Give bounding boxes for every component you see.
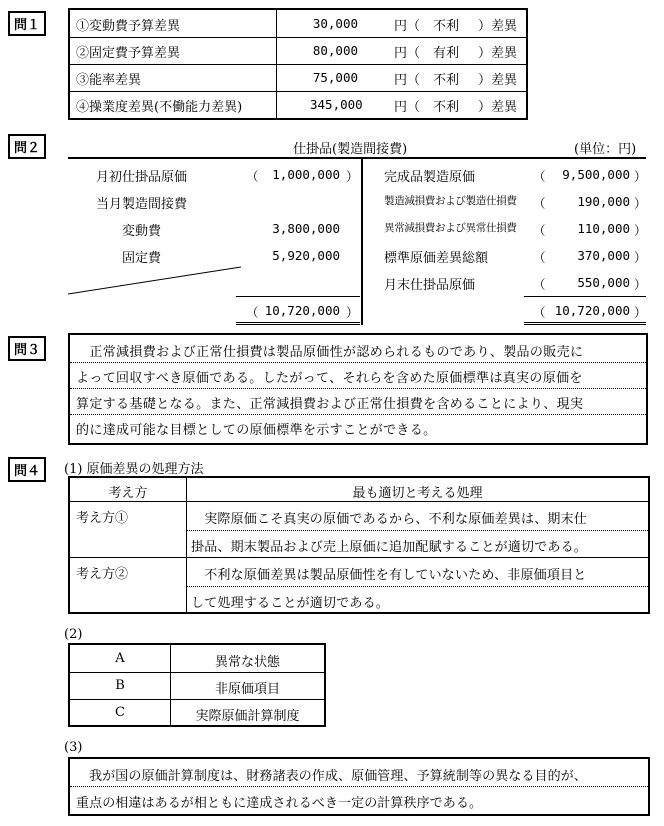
credit-item-label: 異常減損費および異常仕損費 bbox=[384, 222, 517, 234]
variable-cost-amount: 3,800,000 bbox=[272, 221, 340, 236]
method-ruled-line bbox=[187, 586, 648, 587]
credit-total-double-rule bbox=[524, 322, 646, 325]
credit-item-label: 完成品製造原価 bbox=[384, 170, 476, 185]
q4-part3-title: (3) bbox=[64, 740, 83, 755]
credit-item-label: 製造減損費および製造仕損費 bbox=[384, 195, 517, 207]
credit-item-amount: 190,000 bbox=[577, 194, 630, 209]
method-name: 考え方① bbox=[76, 511, 129, 526]
debit-total-amount: 10,720,000 bbox=[264, 303, 340, 318]
open-paren: （ bbox=[246, 169, 259, 184]
q1-amount: 80,000 bbox=[312, 43, 358, 58]
q4-p3-answer-line: 重点の相違はあるが相ともに達成されるべき一定の計算秩序である。 bbox=[76, 796, 483, 811]
q4-part2-title: (2) bbox=[64, 627, 83, 642]
close-paren: ） bbox=[634, 250, 647, 265]
credit-item-label: 標準原価差異総額 bbox=[384, 251, 489, 266]
close-paren: ） bbox=[634, 223, 647, 238]
close-paren: ） bbox=[634, 169, 647, 184]
q3-answer-box bbox=[68, 333, 648, 445]
q1-table bbox=[68, 8, 528, 120]
q1-suffix: ）差異 bbox=[478, 73, 518, 88]
variable-cost-label: 変動費 bbox=[122, 224, 162, 239]
q1-row-divider bbox=[70, 64, 526, 65]
credit-total-rule bbox=[524, 296, 646, 297]
ledger-top-rule bbox=[68, 157, 646, 159]
method-header-left: 考え方 bbox=[108, 486, 148, 501]
q1-result: 不利 bbox=[432, 100, 459, 115]
q1-unit: 円（ bbox=[394, 73, 421, 88]
q1-amount: 345,000 bbox=[310, 97, 363, 112]
credit-item-label: 月末仕掛品原価 bbox=[384, 278, 476, 293]
term-key: B bbox=[115, 678, 125, 693]
q1-item-label: ④操業度差異(不働能力差異) bbox=[76, 100, 243, 115]
credit-total-amount: 10,720,000 bbox=[554, 303, 630, 318]
q3-ruled-line bbox=[70, 362, 646, 363]
ledger-title: 仕掛品(製造間接費) bbox=[293, 142, 408, 157]
q1-unit: 円（ bbox=[394, 46, 421, 61]
credit-item-amount: 370,000 bbox=[577, 248, 630, 263]
q1-row-divider bbox=[70, 91, 526, 92]
q1-item-label: ②固定費予算差異 bbox=[76, 46, 181, 61]
fixed-cost-label: 固定費 bbox=[122, 251, 162, 266]
method-name: 考え方② bbox=[76, 567, 129, 582]
open-paren: （ bbox=[533, 196, 546, 211]
q1-result: 不利 bbox=[432, 73, 459, 88]
q4-method-table bbox=[68, 476, 650, 614]
q4-part3-answer-box bbox=[68, 757, 650, 816]
q1-result: 不利 bbox=[432, 19, 459, 34]
q3-answer-line: 算定する基礎となる。また、正常減損費および正常仕損費を含めることにより、現実 bbox=[76, 397, 584, 412]
q3-answer-line: 的に達成可能な目標としての原価標準を示すことができる。 bbox=[76, 423, 437, 438]
q1-suffix: ）差異 bbox=[478, 46, 518, 61]
q1-suffix: ）差異 bbox=[478, 100, 518, 115]
q3-label: 問３ bbox=[8, 336, 46, 361]
q1-unit: 円（ bbox=[394, 19, 421, 34]
q3-ruled-line bbox=[70, 388, 646, 389]
term-key: C bbox=[115, 705, 125, 720]
debit-total-rule bbox=[236, 296, 360, 297]
q4-label: 問４ bbox=[8, 457, 46, 482]
q3-answer-line: よって回収すべき原価である。したがって、それらを含めた原価標準は真実の原価を bbox=[76, 371, 583, 386]
method-text-line: 掛品、期末製品および売上原価に追加配賦することが適切である。 bbox=[191, 540, 588, 555]
open-paren: （ bbox=[533, 250, 546, 265]
q1-amount: 30,000 bbox=[312, 16, 358, 31]
balance-slash-line bbox=[68, 265, 243, 295]
fixed-cost-amount: 5,920,000 bbox=[272, 248, 340, 263]
q4-p3-ruled-line bbox=[70, 786, 648, 787]
term-value: 非原価項目 bbox=[214, 682, 280, 697]
q1-amount: 75,000 bbox=[312, 70, 358, 85]
credit-item-amount: 110,000 bbox=[577, 221, 630, 236]
close-paren: ） bbox=[346, 169, 359, 184]
current-overhead-label: 当月製造間接費 bbox=[96, 197, 188, 212]
term-value: 実際原価計算制度 bbox=[195, 709, 300, 724]
q1-suffix: ）差異 bbox=[478, 19, 518, 34]
method-ruled-line bbox=[187, 530, 648, 531]
q1-item-label: ③能率差異 bbox=[76, 73, 142, 88]
opening-wip-amount: 1,000,000 bbox=[272, 167, 340, 182]
q1-column-divider bbox=[276, 10, 277, 118]
credit-item-amount: 550,000 bbox=[577, 275, 630, 290]
close-paren: ） bbox=[634, 196, 647, 211]
open-paren: （ bbox=[533, 223, 546, 238]
q1-row-divider bbox=[70, 37, 526, 38]
opening-wip-label: 月初仕掛品原価 bbox=[96, 170, 188, 185]
open-paren: （ bbox=[533, 169, 546, 184]
q1-result: 有利 bbox=[432, 46, 459, 61]
q3-answer-line: 正常減損費および正常仕損費は製品原価性が認められるものであり、製品の販売に bbox=[76, 345, 584, 360]
credit-item-amount: 9,500,000 bbox=[562, 167, 630, 182]
q2-label: 問２ bbox=[8, 134, 46, 159]
term-key: A bbox=[115, 651, 125, 666]
method-text-line: 不利な原価差異は製品原価性を有していないため、非原価項目と bbox=[191, 568, 587, 583]
close-paren: ） bbox=[634, 277, 647, 292]
q1-label: 問１ bbox=[8, 11, 46, 36]
unit-note: (単位：円) bbox=[574, 142, 637, 157]
method-text-line: して処理することが適切である。 bbox=[191, 596, 390, 611]
ledger-center-rule bbox=[361, 157, 363, 325]
open-paren: （ bbox=[246, 305, 259, 320]
q1-unit: 円（ bbox=[394, 100, 421, 115]
q4-part1-title: (1) 原価差異の処理方法 bbox=[64, 462, 204, 477]
q4-term-table bbox=[68, 643, 326, 727]
method-text-line: 実際原価こそ真実の原価であるから、不利な原価差異は、期末仕 bbox=[191, 512, 588, 527]
open-paren: （ bbox=[533, 305, 546, 320]
debit-total-double-rule bbox=[236, 322, 360, 325]
method-header-right: 最も適切と考える処理 bbox=[352, 486, 483, 501]
close-paren: ） bbox=[346, 305, 359, 320]
term-value: 異常な状態 bbox=[214, 655, 280, 670]
q3-ruled-line bbox=[70, 414, 646, 415]
close-paren: ） bbox=[634, 305, 647, 320]
q1-item-label: ①変動費予算差異 bbox=[76, 19, 181, 34]
q4-p3-answer-line: 我が国の原価計算制度は、財務諸表の作成、原価管理、予算統制等の異なる目的が、 bbox=[76, 769, 587, 784]
open-paren: （ bbox=[533, 277, 546, 292]
